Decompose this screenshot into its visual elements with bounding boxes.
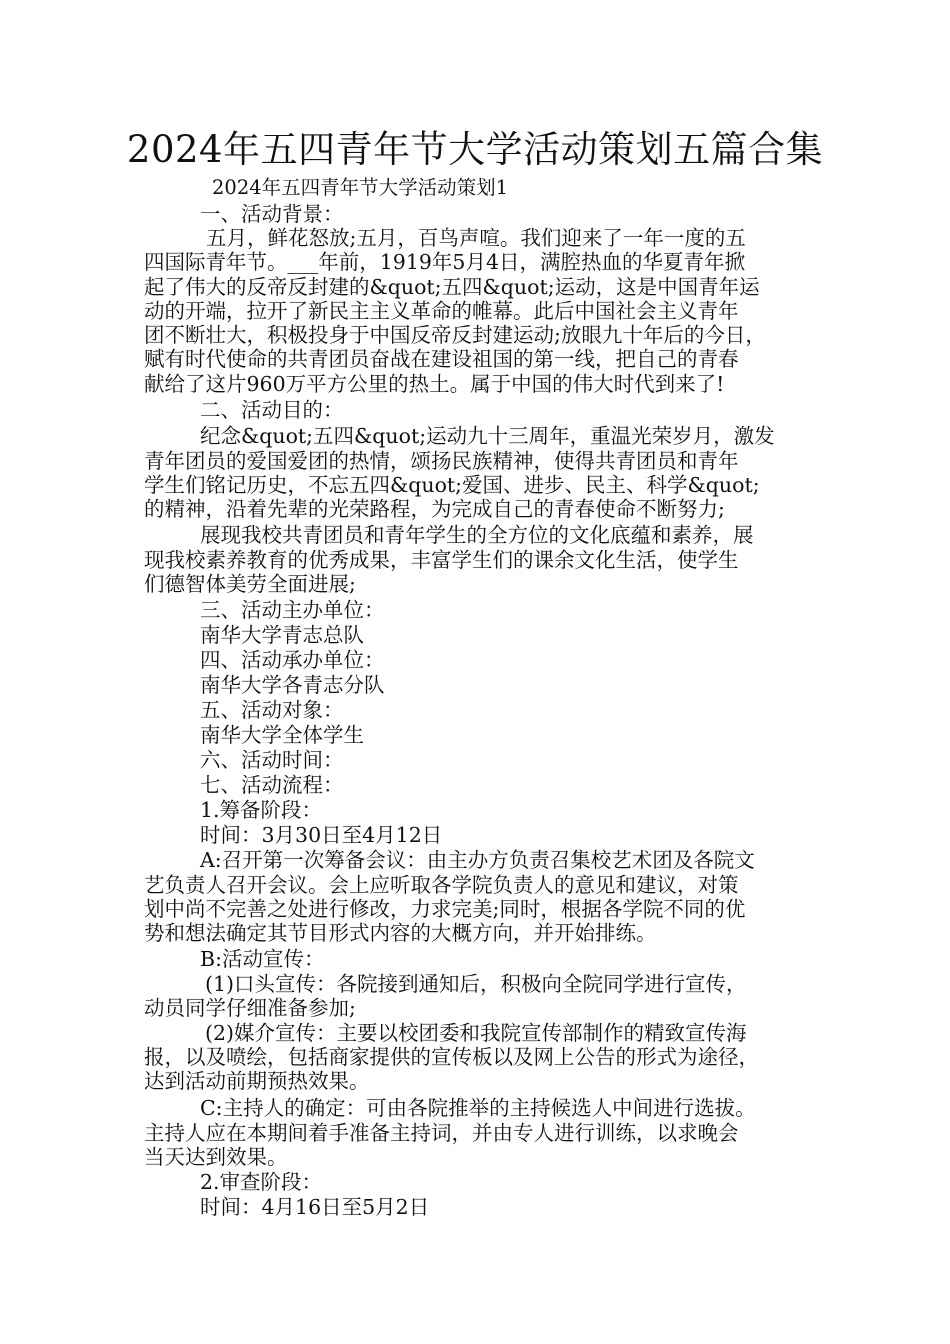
paragraph-line: 动的开端，拉开了新民主主义革命的帷幕。此后中国社会主义青年 bbox=[144, 299, 739, 323]
paragraph-line: 献给了这片960万平方公里的热土。属于中国的伟大时代到来了! bbox=[144, 372, 725, 396]
paragraph-line: 报，以及喷绘，包括商家提供的宣传板以及网上公告的形式为途径， bbox=[144, 1045, 759, 1069]
paragraph-line: A:召开第一次筹备会议：由主办方负责召集校艺术团及各院文 bbox=[200, 848, 755, 872]
paragraph-line: 们德智体美劳全面进展; bbox=[144, 572, 356, 596]
paragraph-line: 势和想法确定其节目形式内容的大概方向，并开始排练。 bbox=[144, 921, 657, 945]
paragraph-line: 达到活动前期预热效果。 bbox=[144, 1069, 370, 1093]
paragraph-line: 划中尚不完善之处进行修改，力求完美;同时，根据各学院不同的优 bbox=[144, 897, 746, 921]
stage-time-preparation: 时间：3月30日至4月12日 bbox=[200, 823, 443, 847]
section-heading-time: 六、活动时间： bbox=[200, 748, 344, 772]
paragraph-line: B:活动宣传： bbox=[200, 947, 325, 971]
paragraph-line: 的精神，沿着先辈的光荣路程，为完成自己的青春使命不断努力; bbox=[144, 497, 725, 521]
stage-time-review: 时间：4月16日至5月2日 bbox=[200, 1195, 430, 1219]
section-heading-host: 四、活动承办单位： bbox=[200, 648, 385, 672]
paragraph-line: C:主持人的确定：可由各院推举的主持候选人中间进行选拔。 bbox=[200, 1096, 756, 1120]
section-heading-purpose: 二、活动目的： bbox=[200, 398, 344, 422]
paragraph-line: 展现我校共青团员和青年学生的全方位的文化底蕴和素养，展 bbox=[200, 523, 754, 547]
document-subtitle: 2024年五四青年节大学活动策划1 bbox=[212, 176, 509, 199]
paragraph-line: (1)口头宣传：各院接到通知后，积极向全院同学进行宣传， bbox=[205, 972, 747, 996]
section-heading-organizer: 三、活动主办单位： bbox=[200, 598, 385, 622]
paragraph-line: 起了伟大的反帝反封建的&quot;五四&quot;运动，这是中国青年运 bbox=[144, 275, 760, 299]
paragraph-line: 现我校素养教育的优秀成果，丰富学生们的课余文化生活，使学生 bbox=[144, 548, 739, 572]
paragraph-line: (2)媒介宣传：主要以校团委和我院宣传部制作的精致宣传海 bbox=[205, 1021, 747, 1045]
paragraph-line: 团不断壮大，积极投身于中国反帝反封建运动;放眼九十年后的今日， bbox=[144, 323, 766, 347]
document-title: 2024年五四青年节大学活动策划五篇合集 bbox=[126, 128, 824, 171]
paragraph-line: 四国际青年节。___年前，1919年5月4日，满腔热血的华夏青年掀 bbox=[144, 250, 746, 274]
stage-heading-preparation: 1.筹备阶段： bbox=[200, 798, 323, 822]
paragraph-line: 动员同学仔细准备参加; bbox=[144, 996, 356, 1020]
paragraph-line: 学生们铭记历史，不忘五四&quot;爱国、进步、民主、科学&quot; bbox=[144, 473, 760, 497]
host-value: 南华大学各青志分队 bbox=[200, 673, 385, 697]
stage-heading-review: 2.审查阶段： bbox=[200, 1170, 323, 1194]
section-heading-background: 一、活动背景： bbox=[200, 202, 344, 226]
section-heading-audience: 五、活动对象： bbox=[200, 698, 344, 722]
paragraph-line: 五月，鲜花怒放;五月，百鸟声喧。我们迎来了一年一度的五 bbox=[206, 226, 746, 250]
paragraph-line: 纪念&quot;五四&quot;运动九十三周年，重温光荣岁月，激发 bbox=[200, 424, 775, 448]
audience-value: 南华大学全体学生 bbox=[200, 723, 364, 747]
paragraph-line: 当天达到效果。 bbox=[144, 1145, 288, 1169]
paragraph-line: 艺负责人召开会议。会上应听取各学院负责人的意见和建议，对策 bbox=[144, 873, 739, 897]
paragraph-line: 青年团员的爱国爱团的热情，颂扬民族精神，使得共青团员和青年 bbox=[144, 449, 739, 473]
section-heading-process: 七、活动流程： bbox=[200, 773, 344, 797]
paragraph-line: 主持人应在本期间着手准备主持词，并由专人进行训练，以求晚会 bbox=[144, 1121, 739, 1145]
organizer-value: 南华大学青志总队 bbox=[200, 623, 364, 647]
paragraph-line: 赋有时代使命的共青团员奋战在建设祖国的第一线，把自己的青春 bbox=[144, 347, 739, 371]
